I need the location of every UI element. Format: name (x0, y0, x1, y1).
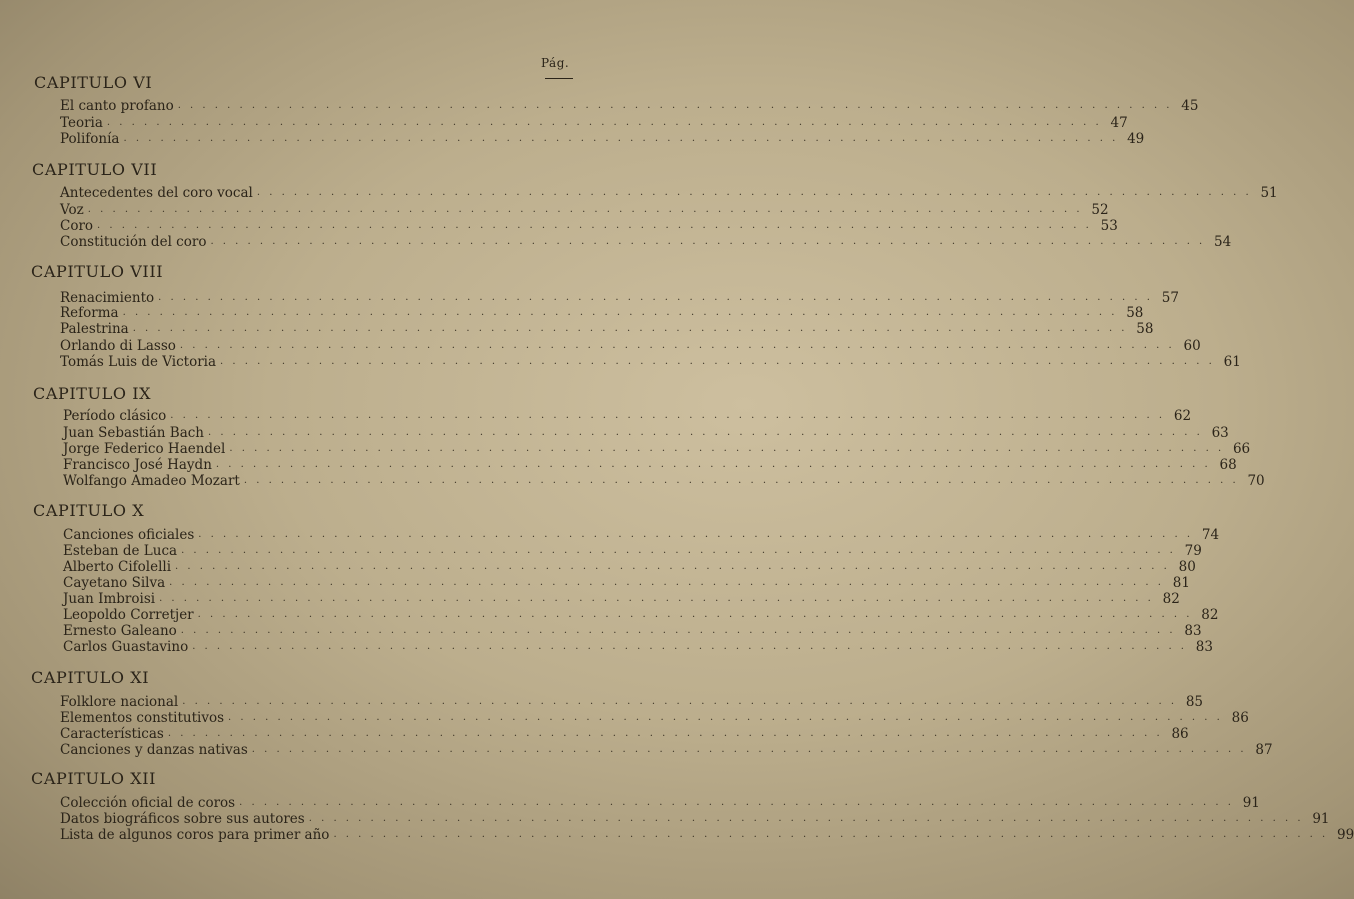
dot-leader: . . . . . . . . . . . . . . . . . . . . . . . . . . . . . . . . . . . . . . . . . . . . . . . . . . . . . . . . . . . . . . . . . . . . . . . . . . . . . . . . . (159, 593, 1154, 604)
entry-title: Palestrina (60, 321, 129, 337)
entry-page-number: 80 (1178, 559, 1196, 575)
dot-leader: . . . . . . . . . . . . . . . . . . . . . . . . . . . . . . . . . . . . . . . . . . . . . . . . . . . . . . . . . . . . . . . . . . . . . . . . . . . . . . . . . (243, 475, 1239, 486)
entry-title: Wolfango Amadeo Mozart (63, 473, 240, 489)
toc-entry (60, 827, 1354, 843)
chapter-title: CAPITULO X (33, 501, 145, 520)
chapter-title: CAPITULO VII (32, 160, 158, 179)
entry-page-number: 49 (1127, 131, 1145, 147)
entry-title: Juan Sebastián Bach (63, 425, 204, 441)
toc-entry (60, 305, 1144, 321)
entry-title: Renacimiento (60, 290, 155, 306)
dot-leader: . . . . . . . . . . . . . . . . . . . . . . . . . . . . . . . . . . . . . . . . . . . . . . . . . . . . . . . . . . . . . . . . . . . . . . . . . . . . . . . . . (179, 340, 1175, 351)
entry-title: Leopoldo Corretjer (63, 607, 194, 623)
toc-entry (63, 623, 1202, 639)
entry-title: Cayetano Silva (63, 575, 166, 591)
entry-title: Orlando di Lasso (60, 338, 176, 354)
entry-page-number: 79 (1184, 543, 1202, 559)
entry-page-number: 61 (1223, 354, 1241, 370)
dot-leader: . . . . . . . . . . . . . . . . . . . . . . . . . . . . . . . . . . . . . . . . . . . . . . . . . . . . . . . . . . . . . . . . . . . . . . . . . . . . . . . . . (97, 220, 1092, 231)
entry-title: Antecedentes del coro vocal (60, 185, 253, 201)
entry-title: Reforma (60, 305, 119, 321)
entry-page-number: 53 (1100, 218, 1118, 234)
toc-entry (63, 441, 1251, 457)
toc-entry (63, 527, 1220, 543)
dot-leader: . . . . . . . . . . . . . . . . . . . . . . . . . . . . . . . . . . . . . . . . . . . . . . . . . . . . . . . . . . . . . . . . . . . . . . . . . . . . . . . . . (87, 204, 1083, 215)
entry-page-number: 58 (1136, 321, 1154, 337)
entry-page-number: 74 (1201, 527, 1220, 543)
dot-leader: . . . . . . . . . . . . . . . . . . . . . . . . . . . . . . . . . . . . . . . . . . . . . . . . . . . . . . . . . . . . . . . . . . . . . . . . . . . . . . . . . (215, 459, 1211, 470)
entry-title: Período clásico (63, 408, 167, 424)
entry-page-number: 86 (1231, 710, 1249, 726)
toc-entry (60, 726, 1189, 742)
toc-entry (60, 354, 1241, 370)
chapter-title: CAPITULO XII (31, 769, 157, 788)
entry-page-number: 57 (1161, 290, 1179, 306)
entry-page-number: 54 (1214, 234, 1232, 250)
toc-entry (60, 338, 1201, 354)
entry-title: Francisco José Haydn (63, 457, 212, 473)
entry-page-number: 63 (1211, 425, 1229, 441)
toc-entry (63, 543, 1202, 559)
dot-leader: . . . . . . . . . . . . . . . . . . . . . . . . . . . . . . . . . . . . . . . . . . . . . . . . . . . . . . . . . . . . . . . . . . . . . . . . . . . . . . . . . (122, 307, 1118, 318)
entry-title: Juan Imbroisi (63, 591, 156, 607)
entry-title: Elementos constitutivos (60, 710, 225, 726)
entry-title: Alberto Cifolelli (63, 559, 172, 575)
entry-title: Constitución del coro (60, 234, 207, 250)
entry-page-number: 66 (1232, 441, 1251, 457)
toc-entry (63, 457, 1237, 473)
entry-page-number: 68 (1219, 457, 1237, 473)
entry-page-number: 91 (1312, 811, 1330, 827)
toc-entry (60, 131, 1145, 147)
dot-leader: . . . . . . . . . . . . . . . . . . . . . . . . . . . . . . . . . . . . . . . . . . . . . . . . . . . . . . . . . . . . . . . . . . . . . . . . . . . . . . . . . (167, 728, 1163, 739)
entry-title: Polifonía (60, 131, 120, 147)
toc-entry (63, 408, 1192, 424)
entry-page-number: 70 (1247, 473, 1265, 489)
page-column-header: Pág. (541, 56, 570, 70)
entry-title: Lista de algunos coros para primer año (60, 827, 330, 843)
toc-entry (60, 218, 1118, 234)
toc-entry (63, 591, 1180, 607)
dot-leader: . . . . . . . . . . . . . . . . . . . . . . . . . . . . . . . . . . . . . . . . . . . . . . . . . . . . . . . . . . . . . . . . . . . . . . . . . . . . . . . . . (170, 410, 1166, 421)
dot-leader: . . . . . . . . . . . . . . . . . . . . . . . . . . . . . . . . . . . . . . . . . . . . . . . . . . . . . . . . . . . . . . . . . . . . . . . . . . . . . . . . . (158, 292, 1153, 303)
dot-leader: . . . . . . . . . . . . . . . . . . . . . . . . . . . . . . . . . . . . . . . . . . . . . . . . . . . . . . . . . . . . . . . . . . . . . . . . . . . . . . . . . (239, 797, 1234, 808)
dot-leader: . . . . . . . . . . . . . . . . . . . . . . . . . . . . . . . . . . . . . . . . . . . . . . . . . . . . . . . . . . . . . . . . . . . . . . . . . . . . . . . . . (181, 545, 1176, 556)
toc-entry (60, 185, 1278, 201)
toc-entry (63, 575, 1190, 591)
toc-entry (60, 694, 1204, 710)
dot-leader: . . . . . . . . . . . . . . . . . . . . . . . . . . . . . . . . . . . . . . . . . . . . . . . . . . . . . . . . . . . . . . . . . . . . . . . . . . . . . . . . . (228, 712, 1223, 723)
dot-leader: . . . . . . . . . . . . . . . . . . . . . . . . . . . . . . . . . . . . . . . . . . . . . . . . . . . . . . . . . . . . . . . . . . . . . . . . . . . . . . . . . (333, 829, 1329, 840)
toc-entry (60, 290, 1179, 306)
entry-title: Carlos Guastavino (63, 639, 189, 655)
entry-page-number: 81 (1172, 575, 1190, 591)
entry-page-number: 58 (1126, 305, 1144, 321)
entry-title: Tomás Luis de Victoria (60, 354, 217, 370)
toc-entry (63, 473, 1265, 489)
dot-leader: . . . . . . . . . . . . . . . . . . . . . . . . . . . . . . . . . . . . . . . . . . . . . . . . . . . . . . . . . . . . . . . . . . . . . . . . . . . . . . . . . (177, 100, 1173, 111)
entry-page-number: 82 (1162, 591, 1180, 607)
entry-page-number: 86 (1171, 726, 1189, 742)
entry-title: Canciones y danzas nativas (60, 742, 248, 758)
toc-entry (60, 710, 1249, 726)
entry-page-number: 47 (1110, 115, 1128, 131)
toc-entry (60, 742, 1273, 758)
toc-entry (60, 321, 1154, 337)
toc-entry (60, 795, 1260, 811)
entry-page-number: 85 (1185, 694, 1204, 710)
dot-leader: . . . . . . . . . . . . . . . . . . . . . . . . . . . . . . . . . . . . . . . . . . . . . . . . . . . . . . . . . . . . . . . . . . . . . . . . . . . . . . . . . (169, 577, 1164, 588)
dot-leader: . . . . . . . . . . . . . . . . . . . . . . . . . . . . . . . . . . . . . . . . . . . . . . . . . . . . . . . . . . . . . . . . . . . . . . . . . . . . . . . . . (192, 641, 1187, 652)
entry-page-number: 99 (1337, 827, 1354, 843)
entry-title: Ernesto Galeano (63, 623, 177, 639)
entry-page-number: 45 (1181, 98, 1199, 114)
dot-leader: . . . . . . . . . . . . . . . . . . . . . . . . . . . . . . . . . . . . . . . . . . . . . . . . . . . . . . . . . . . . . . . . . . . . . . . . . . . . . . . . . (123, 133, 1119, 144)
toc-entry (63, 559, 1196, 575)
chapter-title: CAPITULO VIII (31, 262, 164, 281)
entry-title: Esteban de Luca (63, 543, 178, 559)
toc-entry (63, 425, 1229, 441)
entry-title: Jorge Federico Haendel (63, 441, 226, 457)
dot-leader: . . . . . . . . . . . . . . . . . . . . . . . . . . . . . . . . . . . . . . . . . . . . . . . . . . . . . . . . . . . . . . . . . . . . . . . . . . . . . . . . . (208, 427, 1203, 438)
entry-page-number: 60 (1183, 338, 1201, 354)
entry-title: Canciones oficiales (63, 527, 195, 543)
dot-leader: . . . . . . . . . . . . . . . . . . . . . . . . . . . . . . . . . . . . . . . . . . . . . . . . . . . . . . . . . . . . . . . . . . . . . . . . . . . . . . . . . (182, 696, 1178, 707)
dot-leader: . . . . . . . . . . . . . . . . . . . . . . . . . . . . . . . . . . . . . . . . . . . . . . . . . . . . . . . . . . . . . . . . . . . . . . . . . . . . . . . . . (197, 609, 1193, 620)
dot-leader: . . . . . . . . . . . . . . . . . . . . . . . . . . . . . . . . . . . . . . . . . . . . . . . . . . . . . . . . . . . . . . . . . . . . . . . . . . . . . . . . . (198, 529, 1194, 540)
entry-page-number: 52 (1091, 202, 1109, 218)
entry-page-number: 83 (1195, 639, 1213, 655)
chapter-title: CAPITULO XI (31, 668, 150, 687)
entry-title: Colección oficial de coros (60, 795, 236, 811)
dot-leader: . . . . . . . . . . . . . . . . . . . . . . . . . . . . . . . . . . . . . . . . . . . . . . . . . . . . . . . . . . . . . . . . . . . . . . . . . . . . . . . . . (175, 561, 1170, 572)
entry-title: Coro (60, 218, 94, 234)
dot-leader: . . . . . . . . . . . . . . . . . . . . . . . . . . . . . . . . . . . . . . . . . . . . . . . . . . . . . . . . . . . . . . . . . . . . . . . . . . . . . . . . . (256, 187, 1252, 198)
chapter-title: CAPITULO VI (34, 73, 153, 92)
dot-leader: . . . . . . . . . . . . . . . . . . . . . . . . . . . . . . . . . . . . . . . . . . . . . . . . . . . . . . . . . . . . . . . . . . . . . . . . . . . . . . . . . (308, 813, 1304, 824)
dot-leader: . . . . . . . . . . . . . . . . . . . . . . . . . . . . . . . . . . . . . . . . . . . . . . . . . . . . . . . . . . . . . . . . . . . . . . . . . . . . . . . . . (180, 625, 1176, 636)
toc-entry (63, 607, 1219, 623)
entry-page-number: 91 (1242, 795, 1260, 811)
dot-leader: . . . . . . . . . . . . . . . . . . . . . . . . . . . . . . . . . . . . . . . . . . . . . . . . . . . . . . . . . . . . . . . . . . . . . . . . . . . . . . . . . (106, 117, 1102, 128)
toc-entry (60, 234, 1232, 250)
toc-entry (60, 98, 1199, 114)
dot-leader: . . . . . . . . . . . . . . . . . . . . . . . . . . . . . . . . . . . . . . . . . . . . . . . . . . . . . . . . . . . . . . . . . . . . . . . . . . . . . . . . . (210, 236, 1206, 247)
dot-leader: . . . . . . . . . . . . . . . . . . . . . . . . . . . . . . . . . . . . . . . . . . . . . . . . . . . . . . . . . . . . . . . . . . . . . . . . . . . . . . . . . (132, 323, 1128, 334)
entry-page-number: 83 (1184, 623, 1202, 639)
entry-page-number: 82 (1201, 607, 1219, 623)
page-column-rule (545, 78, 573, 79)
toc-entry (60, 115, 1128, 131)
toc-entry (63, 639, 1213, 655)
entry-page-number: 87 (1255, 742, 1273, 758)
entry-title: Voz (60, 202, 84, 218)
dot-leader: . . . . . . . . . . . . . . . . . . . . . . . . . . . . . . . . . . . . . . . . . . . . . . . . . . . . . . . . . . . . . . . . . . . . . . . . . . . . . . . . . (251, 744, 1247, 755)
dot-leader: . . . . . . . . . . . . . . . . . . . . . . . . . . . . . . . . . . . . . . . . . . . . . . . . . . . . . . . . . . . . . . . . . . . . . . . . . . . . . . . . . (229, 443, 1225, 454)
entry-title: El canto profano (60, 98, 174, 114)
entry-page-number: 51 (1260, 185, 1278, 201)
entry-title: Folklore nacional (60, 694, 179, 710)
entry-page-number: 62 (1173, 408, 1192, 424)
entry-title: Teoria (60, 115, 103, 131)
dot-leader: . . . . . . . . . . . . . . . . . . . . . . . . . . . . . . . . . . . . . . . . . . . . . . . . . . . . . . . . . . . . . . . . . . . . . . . . . . . . . . . . . (220, 356, 1215, 367)
entry-title: Características (60, 726, 164, 742)
toc-entry (60, 202, 1109, 218)
toc-entry (60, 811, 1330, 827)
entry-title: Datos biográficos sobre sus autores (60, 811, 305, 827)
chapter-title: CAPITULO IX (33, 384, 152, 403)
